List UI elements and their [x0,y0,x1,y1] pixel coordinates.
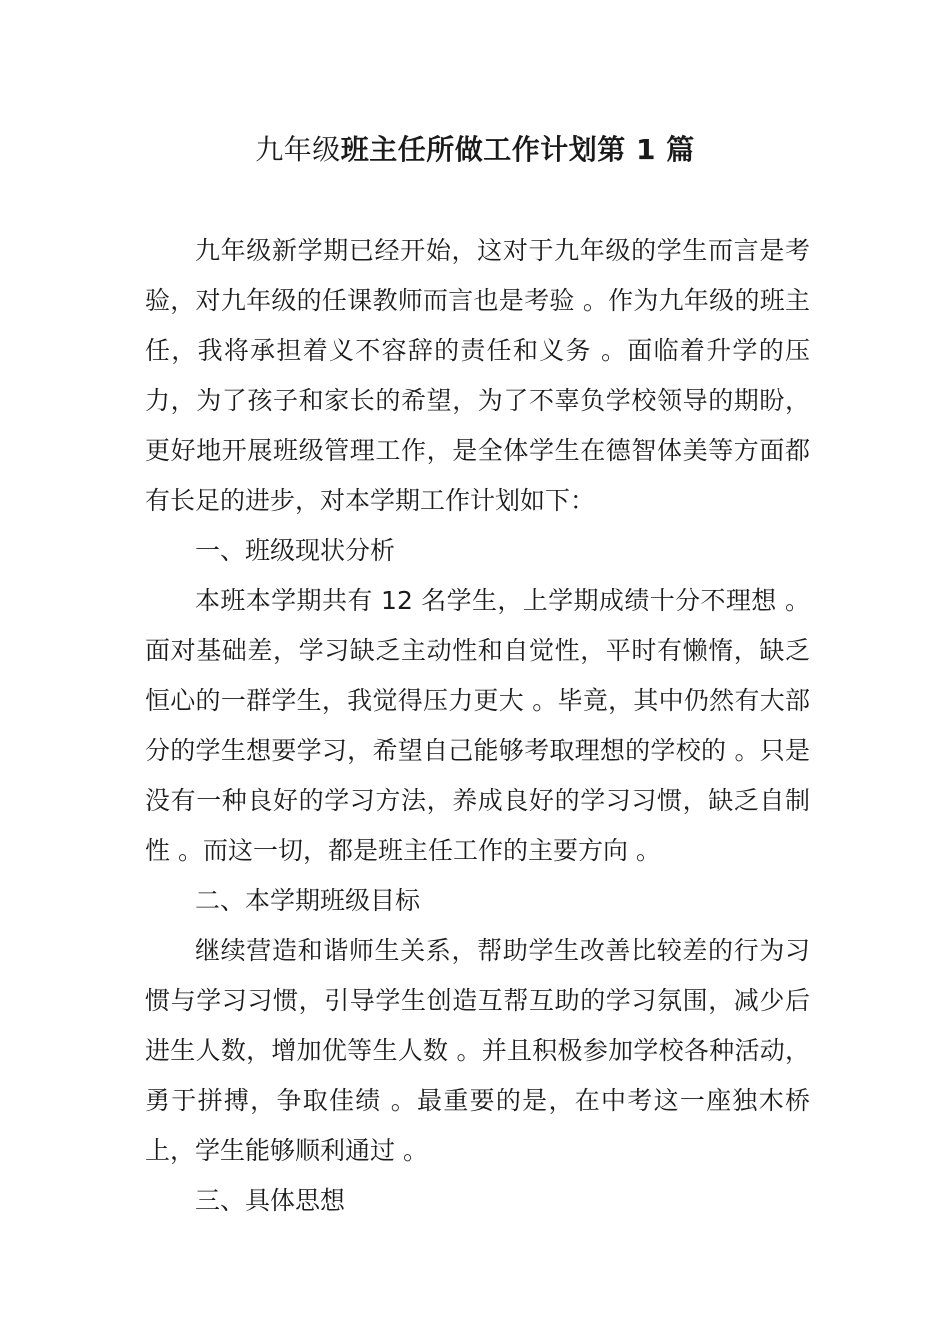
section-heading-3: 三、具体思想 [195,1186,346,1215]
section-2-paragraph: 继续营造和谐师生关系，帮助学生改善比较差的行为习惯与学习习惯，引导学生创造互帮互助的学习氛围，减少后进生人数，增加优等生人数 。并且积极参加学校各种活动，勇于拼搏，争取佳绩 。最重要的是，在中考这一座独木桥上，学生能够顺利通过 。 [145,936,810,1165]
section-1-paragraph: 本班本学期共有 12 名学生，上学期成绩十分不理想 。面对基础差，学习缺乏主动性和自觉性，平时有懒惰，缺乏恒心的一群学生，我觉得压力更大 。毕竟，其中仍然有大部分的学生想要学习，希望自己能够考取理想的学校的 。只是没有一种良好的学习方法，养成良好的学习习惯，缺乏自制性 。而这一切，都是班主任工作的主要方向 。 [145,586,810,865]
intro-paragraph: 九年级新学期已经开始，这对于九年级的学生而言是考验，对九年级的任课教师而言也是考验 。作为九年级的班主任，我将承担着义不容辞的责任和义务 。面临着升学的压力，为了孩子和家长的希望，为了不辜负学校领导的期盼，更好地开展班级管理工作，是全体学生在德智体美等方面都有长足的进步，对本学期工作计划如下： [145,236,810,515]
document-body [145,226,810,1226]
title-main: 班主任所做工作计划第 1 篇 [340,133,695,166]
section-heading-2: 二、本学期班级目标 [195,886,421,915]
document-title [0,128,950,172]
section-heading-1: 一、班级现状分析 [195,536,396,565]
title-prefix: 九年级 [255,133,341,166]
